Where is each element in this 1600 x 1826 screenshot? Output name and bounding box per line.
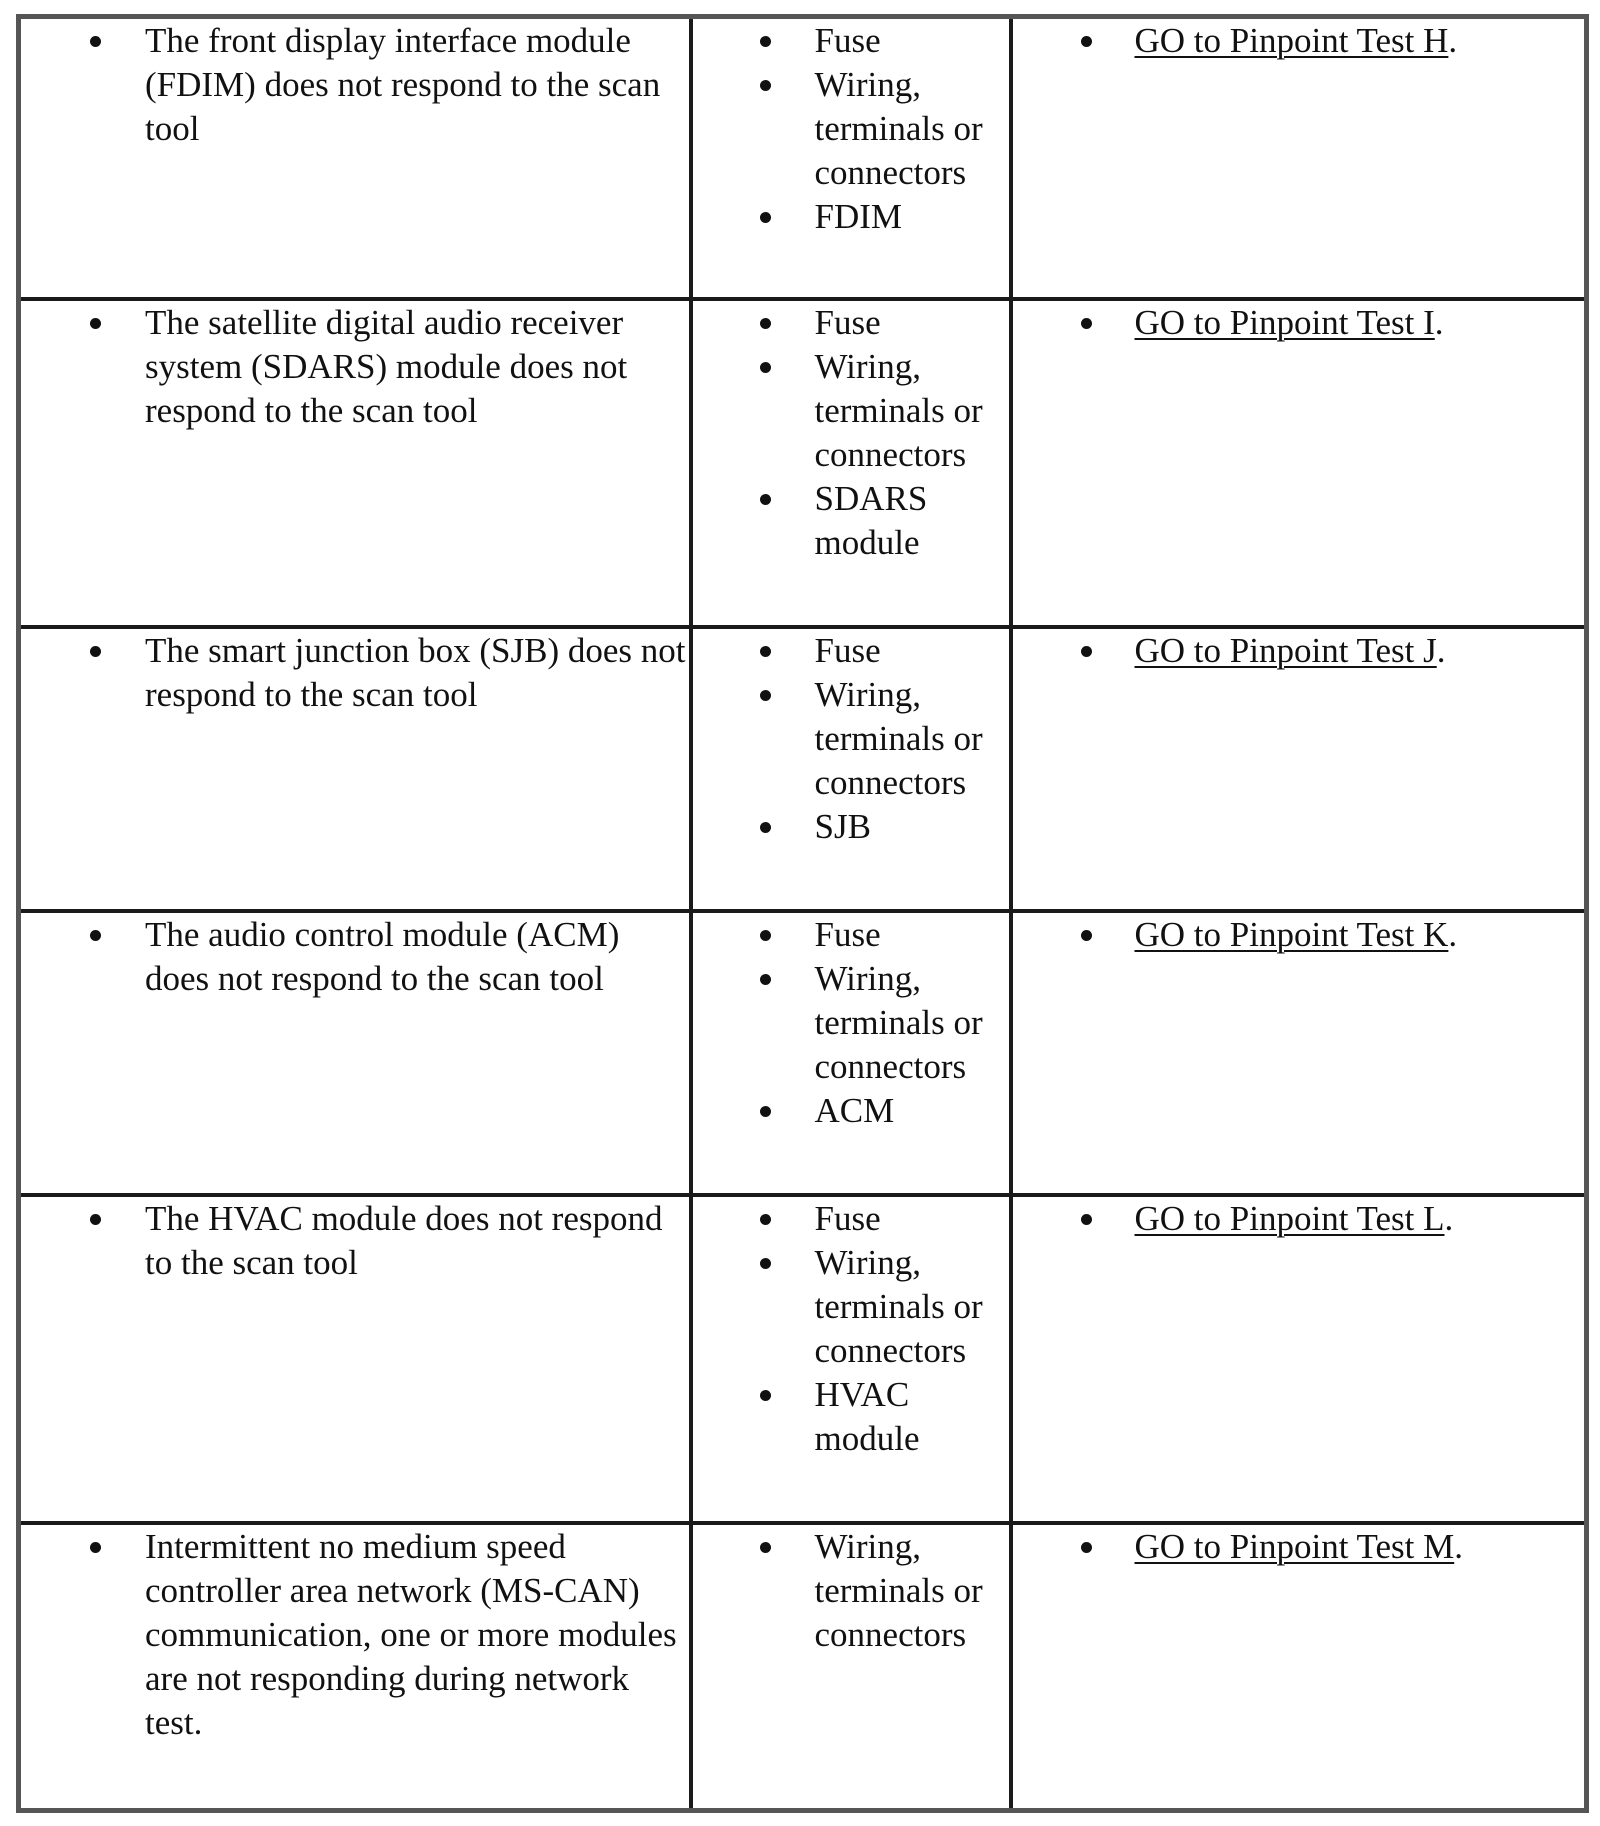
pinpoint-test-l-link[interactable]: GO to Pinpoint Test L (1134, 1198, 1445, 1238)
symptom-item (21, 1525, 689, 1745)
cause-item (693, 1197, 1009, 1241)
table-row (19, 17, 1587, 299)
bullet-icon (90, 1542, 101, 1553)
symptom-text: The HVAC module does not respond to the scan tool (145, 1198, 663, 1282)
pinpoint-test-h-link[interactable]: GO to Pinpoint Test H (1134, 21, 1449, 60)
bullet-icon (760, 1106, 771, 1117)
bullet-icon (1081, 930, 1092, 941)
pinpoint-test-k-link[interactable]: GO to Pinpoint Test K (1134, 914, 1449, 954)
table-row (19, 1523, 1587, 1811)
cause-item (693, 629, 1009, 673)
symptom-text: The front display interface module (FDIM) does not respond to the scan tool (145, 21, 661, 148)
cause-item (693, 19, 1009, 63)
bullet-icon (760, 36, 771, 47)
bullet-icon (760, 1258, 771, 1269)
bullet-icon (760, 690, 771, 701)
cause-text: Wiring, terminals or connectors (814, 1526, 983, 1654)
cause-item (693, 477, 1009, 565)
cause-item (693, 805, 1009, 849)
symptom-text: The satellite digital audio receiver system (SDARS) module does not respond to the scan tool (145, 302, 628, 430)
symptom-item (21, 1197, 689, 1285)
cause-item (693, 1241, 1009, 1373)
symptom-item (21, 629, 689, 717)
table-row (19, 299, 1587, 627)
cause-text: Fuse (814, 914, 881, 954)
symptom-cell (19, 627, 691, 911)
symptom-cell (19, 299, 691, 627)
bullet-icon (760, 822, 771, 833)
possible-causes-cell (691, 17, 1011, 299)
cause-text: Fuse (814, 302, 881, 342)
symptom-chart-table (16, 14, 1589, 1813)
action-cell (1011, 17, 1587, 299)
pinpoint-test-m-link[interactable]: GO to Pinpoint Test M (1134, 1526, 1455, 1566)
bullet-icon (1081, 1214, 1092, 1225)
possible-causes-cell (691, 1195, 1011, 1523)
bullet-icon (760, 1214, 771, 1225)
possible-causes-cell (691, 627, 1011, 911)
pinpoint-test-j-link[interactable]: GO to Pinpoint Test J (1134, 630, 1437, 670)
symptom-text: The smart junction box (SJB) does not respond to the scan tool (145, 630, 686, 714)
bullet-icon (760, 494, 771, 505)
action-suffix: . (1454, 1526, 1463, 1566)
cause-item (693, 301, 1009, 345)
symptom-cell (19, 911, 691, 1195)
cause-text: Fuse (814, 1198, 881, 1238)
possible-causes-cell (691, 911, 1011, 1195)
cause-text: Wiring, terminals or connectors (814, 958, 983, 1086)
bullet-icon (760, 1542, 771, 1553)
action-suffix: . (1436, 630, 1446, 670)
cause-text: Wiring, terminals or connectors (814, 1242, 983, 1370)
action-cell (1011, 299, 1587, 627)
document-page (16, 14, 1584, 1808)
bullet-icon (760, 974, 771, 985)
symptom-item (21, 19, 689, 151)
bullet-icon (760, 212, 771, 223)
bullet-icon (760, 362, 771, 373)
cause-item (693, 913, 1009, 957)
action-item (1013, 19, 1585, 63)
symptom-cell (19, 1523, 691, 1811)
cause-text: Wiring, terminals or connectors (814, 65, 983, 192)
bullet-icon (1081, 318, 1092, 329)
action-cell (1011, 627, 1587, 911)
cause-text: FDIM (814, 197, 903, 236)
action-suffix: . (1448, 21, 1458, 60)
symptom-cell (19, 17, 691, 299)
cause-text: Fuse (814, 21, 881, 60)
cause-text: Wiring, terminals or connectors (814, 674, 983, 802)
symptom-text: The audio control module (ACM) does not respond to the scan tool (145, 914, 620, 998)
bullet-icon (90, 930, 101, 941)
cause-text: SDARS module (814, 478, 928, 562)
symptom-text: Intermittent no medium speed controller area network (MS-CAN) communication, one or more modules are not responding during network test. (145, 1526, 677, 1742)
cause-text: Wiring, terminals or connectors (814, 346, 983, 474)
bullet-icon (1081, 1542, 1092, 1553)
cause-item (693, 673, 1009, 805)
cause-item (693, 1089, 1009, 1133)
possible-causes-cell (691, 299, 1011, 627)
bullet-icon (90, 318, 101, 329)
action-item (1013, 913, 1585, 957)
cause-item (693, 957, 1009, 1089)
action-cell (1011, 911, 1587, 1195)
action-item (1013, 1525, 1585, 1569)
bullet-icon (90, 1214, 101, 1225)
cause-item (693, 1525, 1009, 1657)
bullet-icon (1081, 36, 1092, 47)
bullet-icon (760, 646, 771, 657)
action-suffix: . (1448, 914, 1458, 954)
action-item (1013, 301, 1585, 345)
cause-text: ACM (814, 1090, 895, 1130)
bullet-icon (760, 318, 771, 329)
action-cell (1011, 1523, 1587, 1811)
cause-item (693, 345, 1009, 477)
table-row (19, 627, 1587, 911)
action-suffix: . (1434, 302, 1444, 342)
bullet-icon (90, 646, 101, 657)
table-row (19, 911, 1587, 1195)
cause-text: Fuse (814, 630, 881, 670)
cause-text: HVAC module (814, 1374, 920, 1458)
bullet-icon (90, 36, 101, 47)
cause-item (693, 1373, 1009, 1461)
bullet-icon (760, 80, 771, 91)
table-row (19, 1195, 1587, 1523)
action-item (1013, 1197, 1585, 1241)
bullet-icon (1081, 646, 1092, 657)
action-item (1013, 629, 1585, 673)
cause-item (693, 195, 1009, 239)
symptom-cell (19, 1195, 691, 1523)
cause-text: SJB (814, 806, 871, 846)
possible-causes-cell (691, 1523, 1011, 1811)
symptom-item (21, 301, 689, 433)
bullet-icon (760, 930, 771, 941)
action-suffix: . (1444, 1198, 1454, 1238)
symptom-item (21, 913, 689, 1001)
bullet-icon (760, 1390, 771, 1401)
cause-item (693, 63, 1009, 195)
action-cell (1011, 1195, 1587, 1523)
pinpoint-test-i-link[interactable]: GO to Pinpoint Test I (1134, 302, 1435, 342)
